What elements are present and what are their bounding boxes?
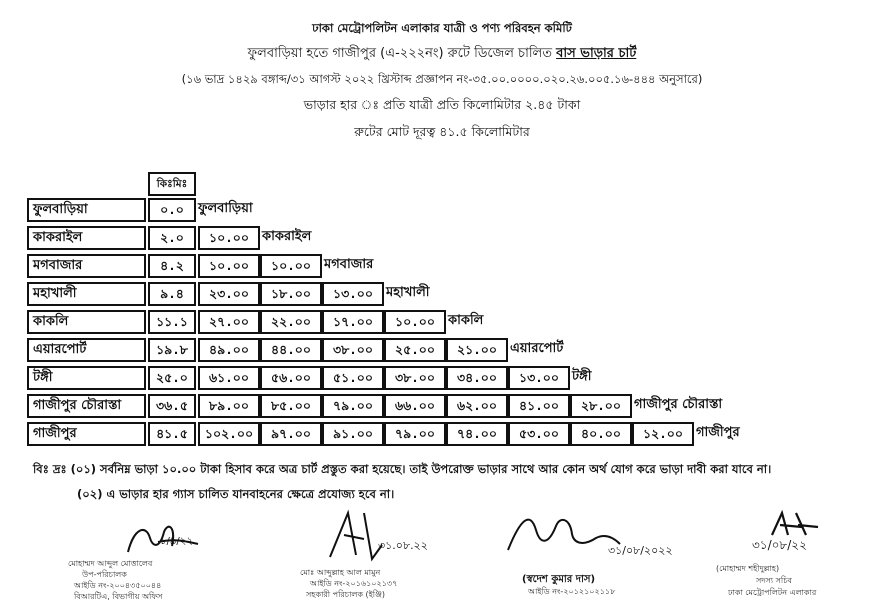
fare-cell: ১৩.০০	[322, 282, 384, 306]
fare-cell: ৬২.০০	[446, 394, 508, 418]
distance-km-cell: ৪.২	[148, 254, 196, 278]
signature-2-date: ৩১.০৮.২২	[378, 539, 428, 552]
fare-cell: ২২.০০	[260, 310, 322, 334]
distance-km-cell: ১৯.৮	[148, 338, 196, 362]
fare-cell: ৫৩.০০	[508, 422, 570, 446]
distance-km-cell: ৪১.৫	[148, 422, 196, 446]
fare-cell: ৫১.০০	[322, 366, 384, 390]
route-distance: রুটের মোট দূরত্ব ৪১.৫ কিলোমিটার	[354, 124, 530, 139]
fare-cell: ১৩.০০	[508, 366, 570, 390]
signature-1-designation: উপ-পরিচালক	[82, 570, 127, 579]
fare-cell: ৪৯.০০	[198, 338, 260, 362]
diagonal-stop-label: ফুলবাড়িয়া	[198, 201, 253, 216]
chart-title-prefix: ফুলবাড়িয়া হতে গাজীপুর (এ-২২২নং) রুটে ডিজেল চালিত	[247, 46, 557, 61]
signature-block-3	[500, 500, 700, 600]
fare-cell: ১৭.০০	[322, 310, 384, 334]
signature-2-designation: সহকারী পরিচালক (ইঞ্জি)	[306, 590, 386, 599]
fare-cell: ৩৮.০০	[322, 338, 384, 362]
fare-cell: ৮৯.০০	[198, 394, 260, 418]
fare-cell: ১৮.০০	[260, 282, 322, 306]
fare-cell: ৪১.০০	[508, 394, 570, 418]
fare-cell: ২৭.০০	[198, 310, 260, 334]
signature-3-date: ৩১/০৮/২০২২	[608, 544, 673, 557]
chart-title	[0, 44, 884, 65]
signature-block-4	[716, 505, 876, 600]
fare-cell: ১২.০০	[632, 422, 694, 446]
signature-1-name: মোহাম্মদ আব্দুল মোত্তালেব	[68, 559, 153, 568]
fare-cell: ১০.০০	[198, 226, 260, 250]
signature-block-2	[300, 505, 470, 600]
stop-name-cell: কাকলি	[27, 310, 146, 334]
diagonal-stop-label: মহাখালী	[386, 285, 430, 300]
distance-km-cell: ৩৬.৫	[148, 394, 196, 418]
fare-cell: ৩৮.০০	[384, 366, 446, 390]
fare-cell: ১০.০০	[260, 254, 322, 278]
stop-name-cell: গাজীপুর	[27, 422, 146, 446]
stop-name-cell: টঙ্গী	[27, 366, 146, 390]
signature-2-id: আইডি নং-২০১৬১০২১৩৭	[310, 579, 398, 588]
fare-cell: ৬১.০০	[198, 366, 260, 390]
fare-cell: ২৮.০০	[570, 394, 632, 418]
distance-km-cell: ২৫.০	[148, 366, 196, 390]
fare-cell: ২৫.০০	[384, 338, 446, 362]
diagonal-stop-label: গাজীপুর	[696, 425, 740, 440]
signature-4-office: ঢাকা মেট্রোপলিটন এলাকার	[728, 588, 817, 597]
distance-km-cell: ৯.৪	[148, 282, 196, 306]
stop-name-cell: গাজীপুর চৌরাস্তা	[27, 394, 146, 418]
fare-cell: ১০.০০	[384, 310, 446, 334]
fare-rate: ভাড়ার হার ঃ প্রতি যাত্রী প্রতি কিলোমিটার ২.৪৫ টাকা	[303, 97, 581, 112]
fare-cell: ১০.০০	[198, 254, 260, 278]
km-column-header: কিঃমিঃ	[148, 172, 196, 196]
stop-name-cell: কাকরাইল	[27, 226, 146, 250]
fare-cell: ৬৬.০০	[384, 394, 446, 418]
signature-1-office: বিআরটিএ, বিভাগীয় অফিস	[74, 592, 163, 601]
fare-cell: ৫৬.০০	[260, 366, 322, 390]
handwritten-signature-2	[320, 505, 450, 565]
fare-cell: ৭৯.০০	[384, 422, 446, 446]
diagonal-stop-label: টঙ্গী	[572, 369, 592, 384]
signature-block-1	[68, 518, 238, 600]
signature-4-designation: সদস্য সচিব	[756, 576, 792, 585]
stop-name-cell: মগবাজার	[27, 254, 146, 278]
gazette-reference: (১৬ ভাদ্র ১৪২৯ বঙ্গাব্দ/৩১ আগস্ট ২০২২ খ্রিস্টাব্দ প্রজ্ঞাপন নং-৩৫.০০.০০০০.০২০.২৬.০০৫.১৬-৪৪৪ অনুসারে)	[181, 72, 703, 86]
distance-km-cell: ০.০	[148, 198, 196, 222]
fare-cell: ৪৪.০০	[260, 338, 322, 362]
signature-3-name: (স্বদেশ কুমার দাস)	[522, 574, 596, 585]
note-minimum-fare: বিঃ দ্রঃ (০১) সর্বনিম্ন ভাড়া ১০.০০ টাকা হিসাব করে অত্র চার্ট প্রস্তুত করা হয়েছে। তাই উপরোক্ত ভাড়ার সাথে আর কোন অর্থ যোগ করে ভাড়া দাবী করা যাবে না।	[33, 462, 772, 476]
fare-cell: ১০২.০০	[198, 422, 260, 446]
stop-name-cell: ফুলবাড়িয়া	[27, 198, 146, 222]
fare-cell: ৯১.০০	[322, 422, 384, 446]
fare-cell: ৪০.০০	[570, 422, 632, 446]
signature-3-id: আইডি নং-২০১২১০২১১৮	[528, 587, 616, 596]
fare-cell: ৭৪.০০	[446, 422, 508, 446]
fare-cell: ৩৪.০০	[446, 366, 508, 390]
fare-cell: ৯৭.০০	[260, 422, 322, 446]
fare-cell: ২৩.০০	[198, 282, 260, 306]
signature-1-id: আইডি নং-২০০৪৩৫০০৪৪	[74, 581, 162, 590]
committee-title: ঢাকা মেট্রোপলিটন এলাকার যাত্রী ও পণ্য পরিবহন কমিটি	[312, 21, 572, 35]
diagonal-stop-label: এয়ারপোর্ট	[510, 341, 564, 356]
fare-cell: ৭৯.০০	[322, 394, 384, 418]
chart-title-emphasis: বাস ভাড়ার চার্ট	[556, 46, 637, 61]
diagonal-stop-label: গাজীপুর চৌরাস্তা	[634, 397, 723, 412]
distance-km-cell: ১১.১	[148, 310, 196, 334]
diagonal-stop-label: কাকরাইল	[262, 229, 312, 244]
diagonal-stop-label: মগবাজার	[324, 257, 374, 272]
signature-4-name: (মোহাম্মদ শহীদুল্লাহ)	[716, 564, 780, 573]
diagonal-stop-label: কাকলি	[448, 313, 484, 328]
signature-2-name: মোঃ আব্দুল্লাহ আল মামুন	[300, 568, 381, 577]
stop-name-cell: এয়ারপোর্ট	[27, 338, 146, 362]
stop-name-cell: মহাখালী	[27, 282, 146, 306]
fare-cell: ৮৫.০০	[260, 394, 322, 418]
signature-1-date: ১/৯/২২	[160, 536, 193, 547]
distance-km-cell: ২.০	[148, 226, 196, 250]
fare-cell: ২১.০০	[446, 338, 508, 362]
note-gas-vehicles: (০২) এ ভাড়ার হার গ্যাস চালিত যানবাহনের ক্ষেত্রে প্রযোজ্য হবে না।	[77, 487, 395, 501]
signature-4-date: ৩১/০৮/২২	[752, 538, 807, 552]
